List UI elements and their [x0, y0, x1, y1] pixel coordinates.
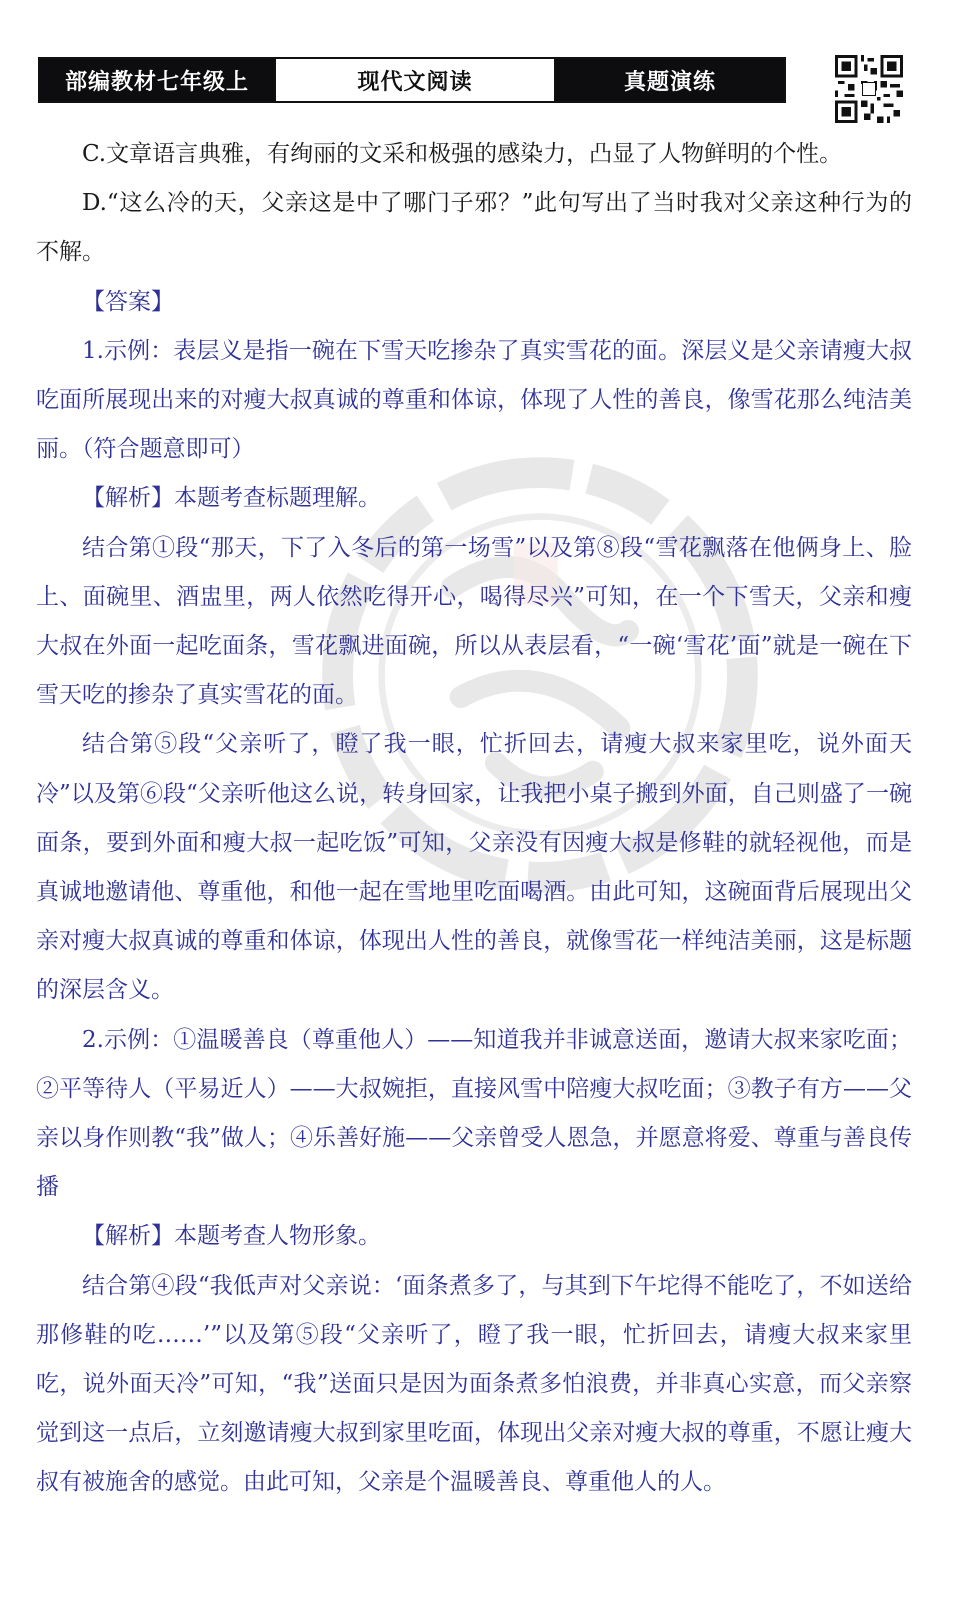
header-section-label: 现代文阅读: [274, 59, 556, 101]
analysis-2-para-1: 结合第④段“我低声对父亲说：‘面条煮多了，与其到下午坨得不能吃了，不如送给那修鞋的吃……’”以及第⑤段“父亲听了，瞪了我一眼，忙折回去，请瘦大叔来家里吃，说外面天冷”可知，“我”送面只是因为面条煮多怕浪费，并非真心实意，而父亲察觉到这一点后，立刻邀请瘦大叔到家里吃面，体现出父亲对瘦大叔的尊重，不愿让瘦大叔有被施舍的感觉。由此可知，父亲是个温暖善良、尊重他人的人。: [36, 1272, 912, 1496]
answer-1-text: 1.示例：表层义是指一碗在下雪天吃掺杂了真实雪花的面。深层义是父亲请瘦大叔吃面所展现出来的对瘦大叔真诚的尊重和体谅，体现了人性的善良，像雪花那么纯洁美丽。（符合题意即可）: [36, 337, 912, 463]
answer-2-text: 2.示例：①温暖善良（尊重他人）——知道我并非诚意送面，邀请大叔来家吃面；②平等待人（平易近人）——大叔婉拒，直接风雪中陪瘦大叔吃面；③教子有方——父亲以身作则教“我”做人；④乐善好施——父亲曾受人恩急，并愿意将爱、尊重与善良传播: [36, 1026, 912, 1201]
document-body: [36, 130, 912, 1508]
option-d-text: D.“这么冷的天，父亲这是中了哪门子邪？”此句写出了当时我对父亲这种行为的不解。: [36, 190, 912, 266]
analysis-1-para-1: 结合第①段“那天，下了入冬后的第一场雪”以及第⑧段“雪花飘落在他俩身上、脸上、面碗里、酒盅里，两人依然吃得开心，喝得尽兴”可知，在一个下雪天，父亲和瘦大叔在外面一起吃面条，雪花飘进面碗，所以从表层看，“一碗‘雪花’面”就是一碗在下雪天吃的掺杂了真实雪花的面。: [36, 534, 912, 709]
analysis-2-heading: 【解析】本题考查人物形象。: [82, 1223, 381, 1250]
answer-heading: 【答案】: [82, 288, 174, 315]
qr-code-icon[interactable]: [835, 55, 903, 123]
header-bar: [38, 57, 786, 103]
analysis-1-para-2: 结合第⑤段“父亲听了，瞪了我一眼，忙折回去，请瘦大叔来家里吃，说外面天冷”以及第⑥段“父亲听他这么说，转身回家，让我把小桌子搬到外面，自己则盛了一碗面条，要到外面和瘦大叔一起吃饭”可知，父亲没有因瘦大叔是修鞋的就轻视他，而是真诚地邀请他、尊重他，和他一起在雪地里吃面喝酒。由此可知，这碗面背后展现出父亲对瘦大叔真诚的尊重和体谅，体现出人性的善良，就像雪花一样纯洁美丽，这是标题的深层含义。: [36, 731, 912, 1004]
header-practice-label: 真题演练: [556, 59, 784, 101]
analysis-1-heading: 【解析】本题考查标题理解。: [82, 485, 381, 512]
option-c-text: C.文章语言典雅，有绚丽的文采和极强的感染力，凸显了人物鲜明的个性。: [82, 141, 843, 167]
header-textbook-label: 部编教材七年级上: [40, 59, 274, 101]
